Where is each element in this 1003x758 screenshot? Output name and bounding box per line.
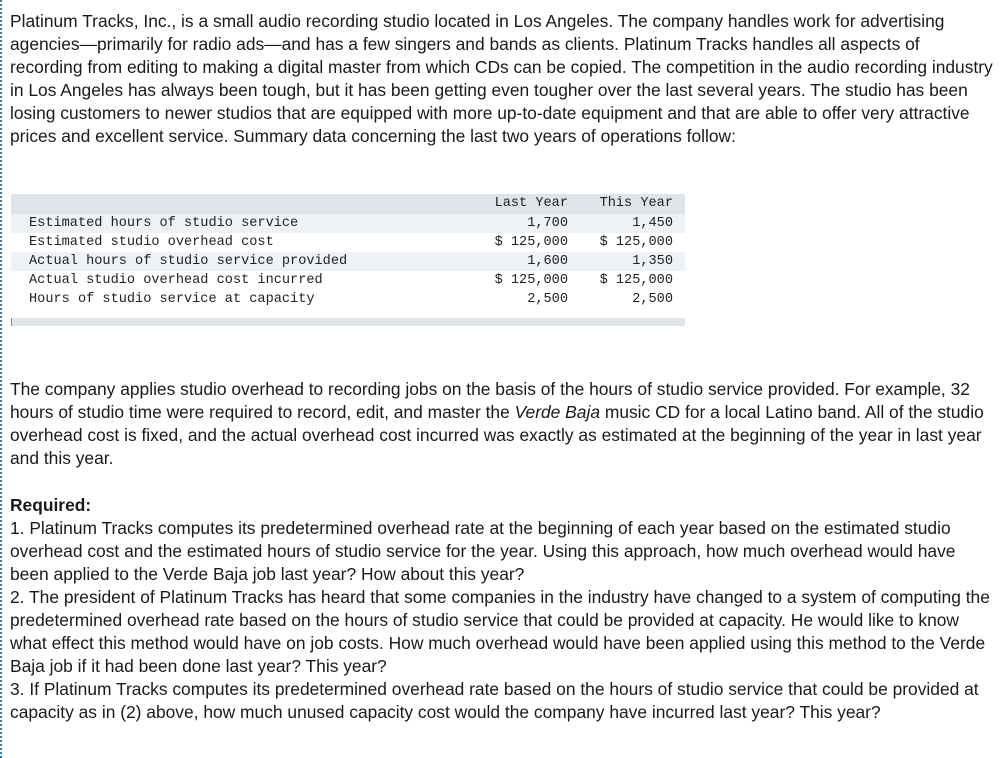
row-last-year-value: 2,500 xyxy=(527,292,568,307)
required-section xyxy=(10,494,995,724)
row-this-year-value: 2,500 xyxy=(632,292,673,307)
row-this-year-value: $ 125,000 xyxy=(599,273,673,288)
row-label: Hours of studio service at capacity xyxy=(29,292,315,307)
table-row xyxy=(11,252,685,271)
row-this-year-value: 1,450 xyxy=(632,216,673,231)
table-footer-band xyxy=(11,318,685,326)
job-name-italic: Verde Baja xyxy=(514,402,600,422)
row-label: Actual studio overhead cost incurred xyxy=(29,273,323,288)
table-row xyxy=(11,290,685,309)
requirement-item-2: 2. The president of Platinum Tracks has heard that some companies in the industry have changed to a system of computing the predetermined overhead rate based on the hours of studio service that could be provided at capacity. He would like to know what effect this method would have on job costs. How much overhead would have been applied using this method to the Verde Baja job if it had been done last year? This year? xyxy=(10,587,990,676)
row-label: Estimated studio overhead cost xyxy=(29,235,274,250)
row-last-year-value: $ 125,000 xyxy=(494,273,568,288)
row-last-year-value: 1,700 xyxy=(527,216,568,231)
row-last-year-value: 1,600 xyxy=(527,254,568,269)
requirement-item-3: 3. If Platinum Tracks computes its predetermined overhead rate based on the hours of studio service that could be provided at capacity as in (2) above, how much unused capacity cost would the company have incurred last year? This year? xyxy=(10,679,979,722)
required-heading: Required: xyxy=(10,495,92,515)
table-row xyxy=(11,214,685,233)
header-this-year: This Year xyxy=(599,196,673,211)
table-header-row xyxy=(11,194,685,214)
requirement-item-1: 1. Platinum Tracks computes its predetermined overhead rate at the beginning of each year based on the estimated studio overhead cost and the estimated hours of studio service for the year. Using this approach, how much overhead would have been applied to the Verde Baja job last year? How about this year? xyxy=(10,518,956,584)
row-label: Estimated hours of studio service xyxy=(29,216,299,231)
table-row xyxy=(11,271,685,290)
summary-data-table xyxy=(11,194,685,326)
table-row xyxy=(11,233,685,252)
row-label: Actual hours of studio service provided xyxy=(29,254,348,269)
applies-text-end: music CD for a local Latino band. All of the studio overhead cost is fixed, and the actual overhead cost incurred was exactly as estimated at the beginning of the year in last year and this year. xyxy=(10,402,984,468)
applies-text-start: The company applies studio overhead to recording jobs on the basis of the hours of studio service provided. For example, 32 hours of studio time were required to record, edit, and master the xyxy=(10,379,970,422)
row-last-year-value: $ 125,000 xyxy=(494,235,568,250)
header-last-year: Last Year xyxy=(494,196,568,211)
row-this-year-value: $ 125,000 xyxy=(599,235,673,250)
row-this-year-value: 1,350 xyxy=(632,254,673,269)
intro-paragraph: Platinum Tracks, Inc., is a small audio recording studio located in Los Angeles. The company handles work for advertising agencies—primarily for radio ads—and has a few singers and bands as clients. Platinum Tracks handles all aspects of recording from editing to making a digital master from which CDs can be copied. The competition in the audio recording industry in Los Angeles has always been tough, but it has been getting even tougher over the last several years. The studio has been losing customers to newer studios that are equipped with more up-to-date equipment and that are able to offer very attractive prices and excellent service. Summary data concerning the last two years of operations follow: xyxy=(10,11,993,146)
overhead-application-paragraph xyxy=(10,378,995,470)
